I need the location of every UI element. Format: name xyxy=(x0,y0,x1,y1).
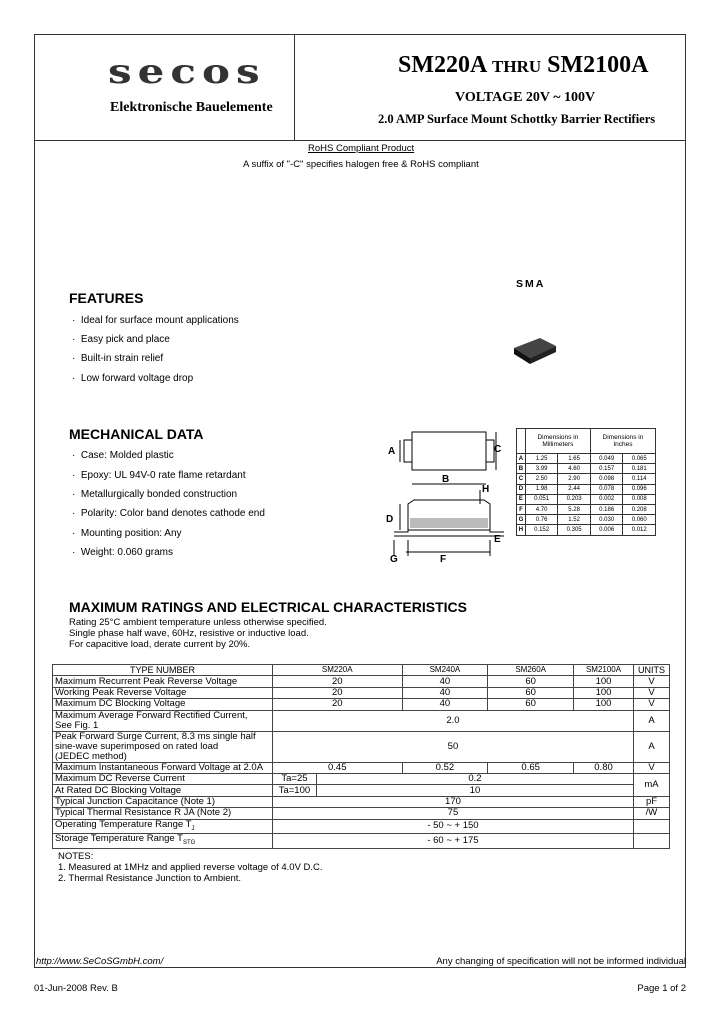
col-sm2100a: SM2100A xyxy=(574,665,634,676)
col-type-number: TYPE NUMBER xyxy=(53,665,273,676)
dim-row: C 2.50 2.90 0.098 0.114 xyxy=(517,474,656,484)
part-b: SM2100A xyxy=(547,52,649,78)
table-row: Operating Temperature Range $T_J$ - 50 ~ + 150 xyxy=(53,819,670,834)
footer-disclaimer: Any changing of specification will not be informed individual xyxy=(436,956,686,967)
dim-row: B 3.99 4.60 0.157 0.181 xyxy=(517,464,656,474)
ratings-title: MAXIMUM RATINGS AND ELECTRICAL CHARACTERISTICS xyxy=(69,599,467,615)
dim-label-g: G xyxy=(390,554,398,565)
dim-label-h: H xyxy=(482,484,490,495)
dim-label-b: B xyxy=(442,474,450,485)
part-a: SM220A xyxy=(398,52,487,78)
table-row: Maximum Average Forward Rectified Current, See Fig. 1 2.0 A xyxy=(53,710,670,731)
table-row: Working Peak Reverse Voltage 20 40 60 100 V xyxy=(53,687,670,698)
ratings-note: For capacitive load, derate current by 20%. xyxy=(69,639,251,650)
part-number-title xyxy=(398,52,648,79)
sma-package-image xyxy=(510,332,558,366)
notes-title: NOTES: xyxy=(58,851,94,862)
dim-row: F 4.70 5.28 0.186 0.208 xyxy=(517,504,656,514)
note-item: 2. Thermal Resistance Junction to Ambient. xyxy=(58,873,242,884)
features-title: FEATURES xyxy=(69,290,144,306)
dim-header-mm: Dimensions in Millimeters xyxy=(525,429,590,454)
table-row: Maximum Instantaneous Forward Voltage at 2.0A 0.45 0.52 0.65 0.80 V xyxy=(53,762,670,773)
header-divider xyxy=(34,140,686,141)
company-name: Elektronische Bauelemente xyxy=(110,100,273,115)
mechanical-item: · Case: Molded plastic xyxy=(72,450,174,461)
voltage-range: VOLTAGE 20V ~ 100V xyxy=(455,90,596,105)
col-sm220a: SM220A xyxy=(272,665,402,676)
table-row: At Rated DC Blocking Voltage Ta=100 10 xyxy=(53,785,670,796)
secos-logo: secos xyxy=(108,52,266,92)
ratings-note: Single phase half wave, 60Hz, resistive or inductive load. xyxy=(69,628,309,639)
mechanical-item: · Mounting position: Any xyxy=(72,528,182,539)
col-units: UNITS xyxy=(633,665,669,676)
feature-item: · Ideal for surface mount applications xyxy=(72,315,239,326)
dim-row: D 1.98 2.44 0.078 0.096 xyxy=(517,484,656,494)
footer-page: Page 1 of 2 xyxy=(637,983,686,994)
feature-item: · Easy pick and place xyxy=(72,334,170,345)
mechanical-item: · Metallurgically bonded construction xyxy=(72,489,238,500)
table-row: Maximum Recurrent Peak Reverse Voltage 20 40 60 100 V xyxy=(53,676,670,687)
table-row: Maximum DC Reverse Current Ta=25 0.2 mA xyxy=(53,773,670,784)
col-sm240a: SM240A xyxy=(402,665,488,676)
dim-row: G 0.76 1.52 0.030 0.060 xyxy=(517,515,656,525)
footer-url[interactable]: http://www.SeCoSGmbH.com/ xyxy=(36,956,164,967)
dim-label-f: F xyxy=(440,554,447,565)
table-row: Peak Forward Surge Current, 8.3 ms single half sine-wave superimposed on rated load (JEDEC method) 50 A xyxy=(53,731,670,762)
feature-item: · Built-in strain relief xyxy=(72,353,164,364)
footer-date: 01-Jun-2008 Rev. B xyxy=(34,983,118,994)
dim-row: H 0.152 0.305 0.006 0.012 xyxy=(517,525,656,535)
table-row: Typical Junction Capacitance (Note 1) 170 pF xyxy=(53,796,670,807)
col-sm260a: SM260A xyxy=(488,665,574,676)
thru-label: THRU xyxy=(492,57,542,76)
dim-label-c: C xyxy=(494,444,502,455)
product-description: 2.0 AMP Surface Mount Schottky Barrier Rectifiers xyxy=(378,112,656,126)
table-header-row xyxy=(53,665,670,676)
table-row: Maximum DC Blocking Voltage 20 40 60 100 V xyxy=(53,699,670,710)
package-dimension-drawing xyxy=(386,424,510,570)
dim-row: E 0.051 0.203 0.002 0.008 xyxy=(517,494,656,504)
header-vertical-divider xyxy=(294,34,295,140)
package-label: SMA xyxy=(516,278,546,290)
table-row: Typical Thermal Resistance R JA (Note 2) 75 /W xyxy=(53,808,670,819)
dim-header-blank xyxy=(517,429,526,454)
ratings-table xyxy=(52,664,670,849)
ratings-note: Rating 25°C ambient temperature unless otherwise specified. xyxy=(69,617,327,628)
mechanical-item: · Polarity: Color band denotes cathode end xyxy=(72,508,265,519)
mechanical-item: · Weight: 0.060 grams xyxy=(72,547,173,558)
mechanical-title: MECHANICAL DATA xyxy=(69,426,204,442)
rohs-title: RoHS Compliant Product xyxy=(308,143,415,154)
dim-label-e: E xyxy=(494,534,501,545)
dim-row: A 1.25 1.65 0.049 0.065 xyxy=(517,454,656,464)
dimensions-table xyxy=(516,428,656,536)
dim-label-d: D xyxy=(386,514,394,525)
feature-item: · Low forward voltage drop xyxy=(72,373,194,384)
rohs-note: A suffix of "-C" specifies halogen free & RoHS compliant xyxy=(243,159,479,170)
dim-header-in: Dimensions in Inches xyxy=(590,429,655,454)
note-item: 1. Measured at 1MHz and applied reverse voltage of 4.0V D.C. xyxy=(58,862,323,873)
mechanical-item: · Epoxy: UL 94V-0 rate flame retardant xyxy=(72,470,246,481)
table-row: Storage Temperature Range $T_{STG}$ - 60 ~ + 175 xyxy=(53,834,670,849)
dim-label-a: A xyxy=(388,446,396,457)
